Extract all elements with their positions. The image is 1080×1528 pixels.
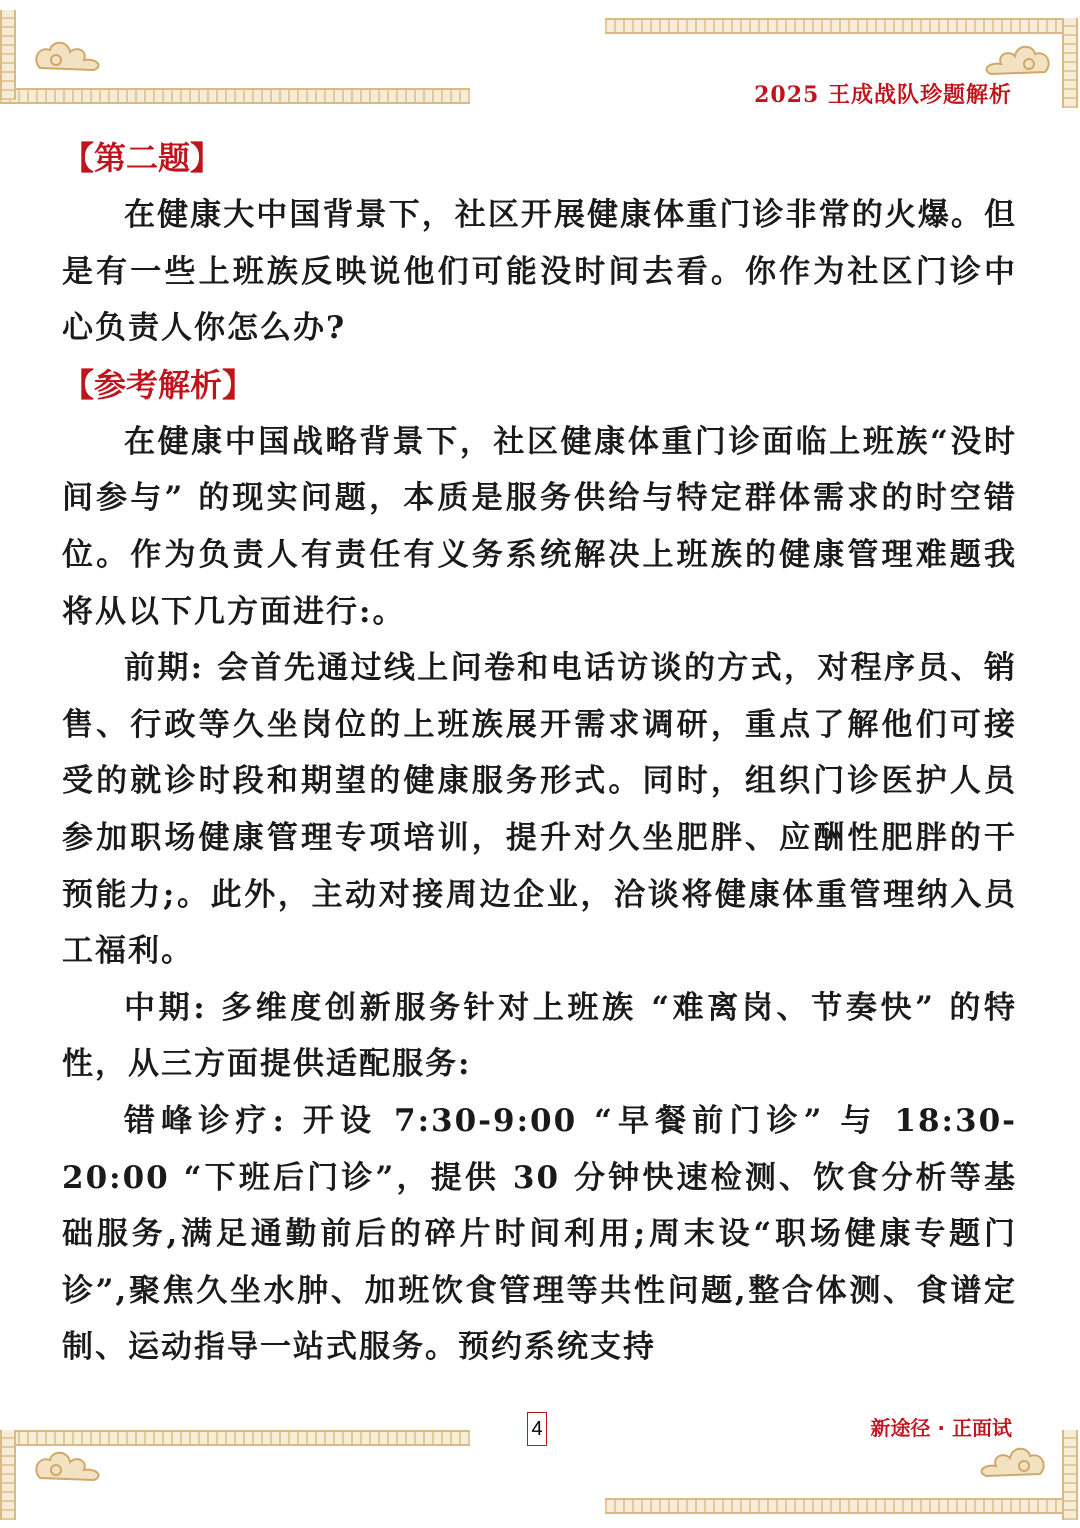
analysis-heading: 【参考解析】	[62, 365, 255, 404]
footer-brand: 新途径 · 正面试	[870, 1416, 1012, 1440]
cloud-ornament-icon	[30, 38, 110, 78]
header-title: 2025 王成战队珍题解析	[754, 82, 1012, 108]
bottom-right-border	[605, 1498, 1075, 1514]
cloud-ornament-icon	[975, 42, 1055, 82]
right-top-border	[1062, 18, 1078, 108]
left-top-border	[0, 10, 16, 100]
analysis-paragraph: 错峰诊疗: 开设 7:30-9:00 “早餐前门诊” 与 18:30-20:00 “下班后门诊”，提供 30 分钟快速检测、饮食分析等基础服务,满足通勤前后的碎片时间利用;周末设“职场健康专题门诊”,聚焦久坐水肿、加班饮食管理等共性问题,整合体测、食谱定制、运动指导一站式服务。预约系统支持	[62, 1102, 1017, 1366]
analysis-paragraph: 中期: 多维度创新服务针对上班族 “难离岗、节奏快” 的特性，从三方面提供适配服务:	[62, 989, 1017, 1083]
question-heading: 【第二题】	[62, 139, 223, 177]
cloud-ornament-icon	[30, 1448, 110, 1488]
page-content	[62, 130, 1017, 1376]
right-bottom-border	[1062, 1430, 1078, 1520]
analysis-paragraph: 前期: 会首先通过线上问卷和电话访谈的方式，对程序员、销售、行政等久坐岗位的上班族展开需求调研，重点了解他们可接受的就诊时段和期望的健康服务形式。同时，组织门诊医护人员参加职场健康管理专项培训，提升对久坐肥胖、应酬性肥胖的干预能力;。此外，主动对接周边企业，洽谈将健康体重管理纳入员工福利。	[62, 650, 1017, 970]
top-left-border	[0, 88, 470, 104]
page-number: 4	[527, 1412, 547, 1446]
top-right-border	[605, 18, 1075, 34]
left-bottom-border	[0, 1430, 16, 1520]
question-text: 在健康大中国背景下，社区开展健康体重门诊非常的火爆。但是有一些上班族反映说他们可能没时间去看。你作为社区门诊中心负责人你怎么办?	[62, 197, 1017, 347]
analysis-paragraph: 在健康中国战略背景下，社区健康体重门诊面临上班族“没时间参与” 的现实问题，本质是服务供给与特定群体需求的时空错位。作为负责人有责任有义务系统解决上班族的健康管理难题我将从以下几方面进行:。	[62, 423, 1017, 630]
bottom-left-border	[0, 1430, 470, 1446]
cloud-ornament-icon	[970, 1444, 1050, 1484]
